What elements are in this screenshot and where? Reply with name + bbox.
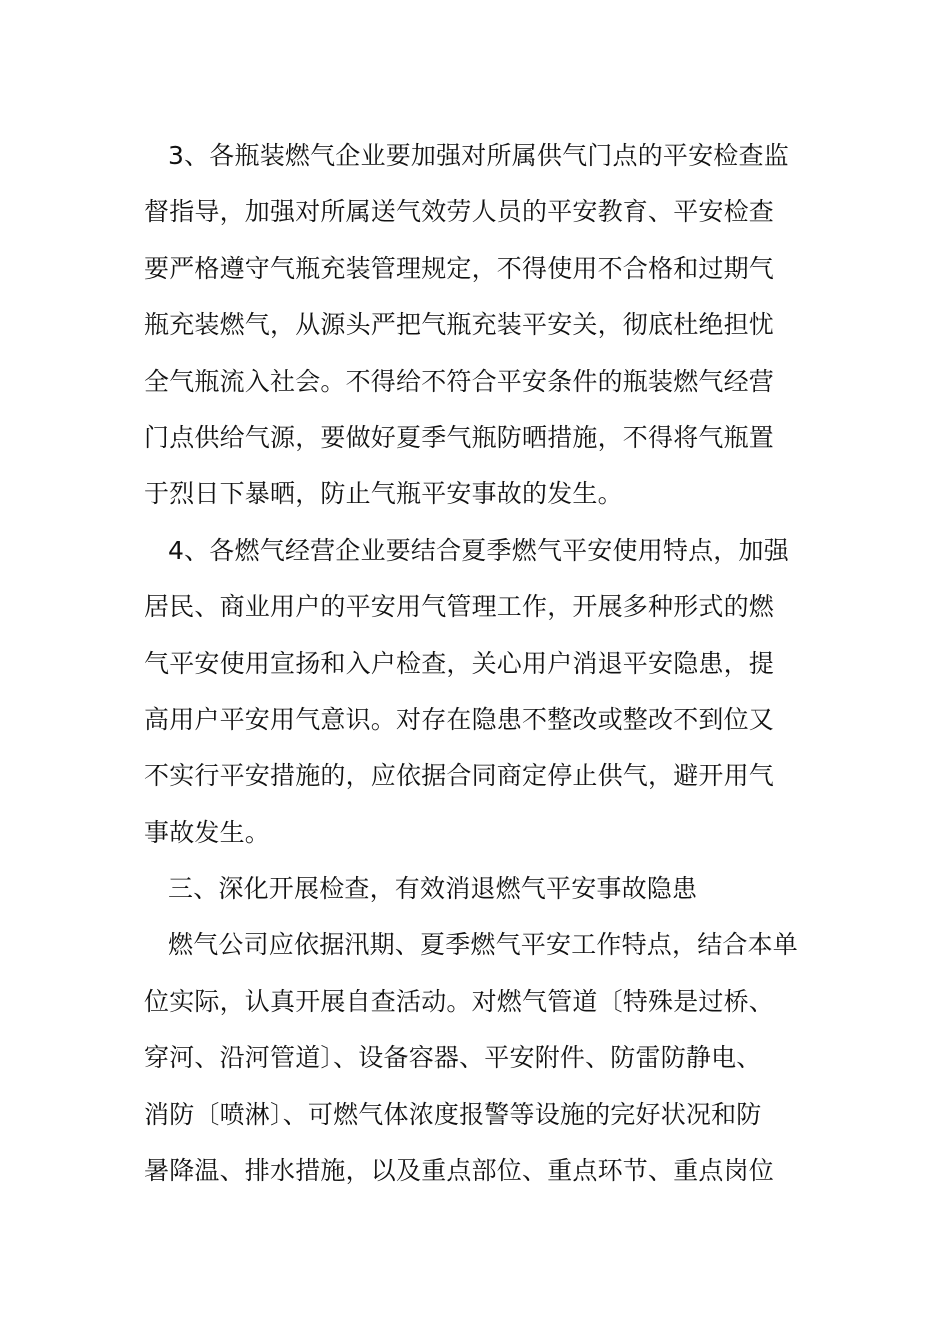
- text-line: 气平安使用宣扬和入户检查，关心用户消退平安隐患，提: [144, 648, 775, 678]
- text-line: 居民、商业用户的平安用气管理工作，开展多种形式的燃: [144, 592, 775, 622]
- text-line: 于烈日下暴晒，防止气瓶平安事故的发生。: [144, 479, 623, 509]
- text-line: 要严格遵守气瓶充装管理规定，不得使用不合格和过期气: [144, 253, 775, 283]
- text-line: 暑降温、排水措施，以及重点部位、重点环节、重点岗位: [144, 1156, 775, 1186]
- text-line: 不实行平安措施的，应依据合同商定停止供气，避开用气: [144, 761, 775, 791]
- text-line: 消防〔喷淋〕、可燃气体浓度报警等设施的完好状况和防: [144, 1099, 762, 1129]
- text-line: 4、各燃气经营企业要结合夏季燃气平安使用特点，加强: [168, 535, 789, 565]
- text-line: 高用户平安用气意识。对存在隐患不整改或整改不到位又: [144, 704, 775, 734]
- text-line: 穿河、沿河管道〕、设备容器、平安附件、防雷防静电、: [144, 1043, 762, 1073]
- text-line: 位实际，认真开展自查活动。对燃气管道〔特殊是过桥、: [144, 986, 775, 1016]
- text-line: 瓶充装燃气，从源头严把气瓶充装平安关，彻底杜绝担忧: [144, 310, 775, 340]
- text-line: 全气瓶流入社会。不得给不符合平安条件的瓶装燃气经营: [144, 366, 775, 396]
- text-line: 门点供给气源，要做好夏季气瓶防晒措施，不得将气瓶置: [144, 422, 775, 452]
- text-line: 事故发生。: [144, 817, 271, 847]
- text-line: 3、各瓶装燃气企业要加强对所属供气门点的平安检查监: [168, 141, 789, 170]
- text-line: 督指导，加强对所属送气效劳人员的平安教育、平安检查: [144, 197, 775, 227]
- text-line: 燃气公司应依据汛期、夏季燃气平安工作特点，结合本单: [168, 930, 799, 960]
- document-body: [144, 128, 810, 1199]
- section-heading: 三、深化开展检查，有效消退燃气平安事故隐患: [168, 874, 698, 904]
